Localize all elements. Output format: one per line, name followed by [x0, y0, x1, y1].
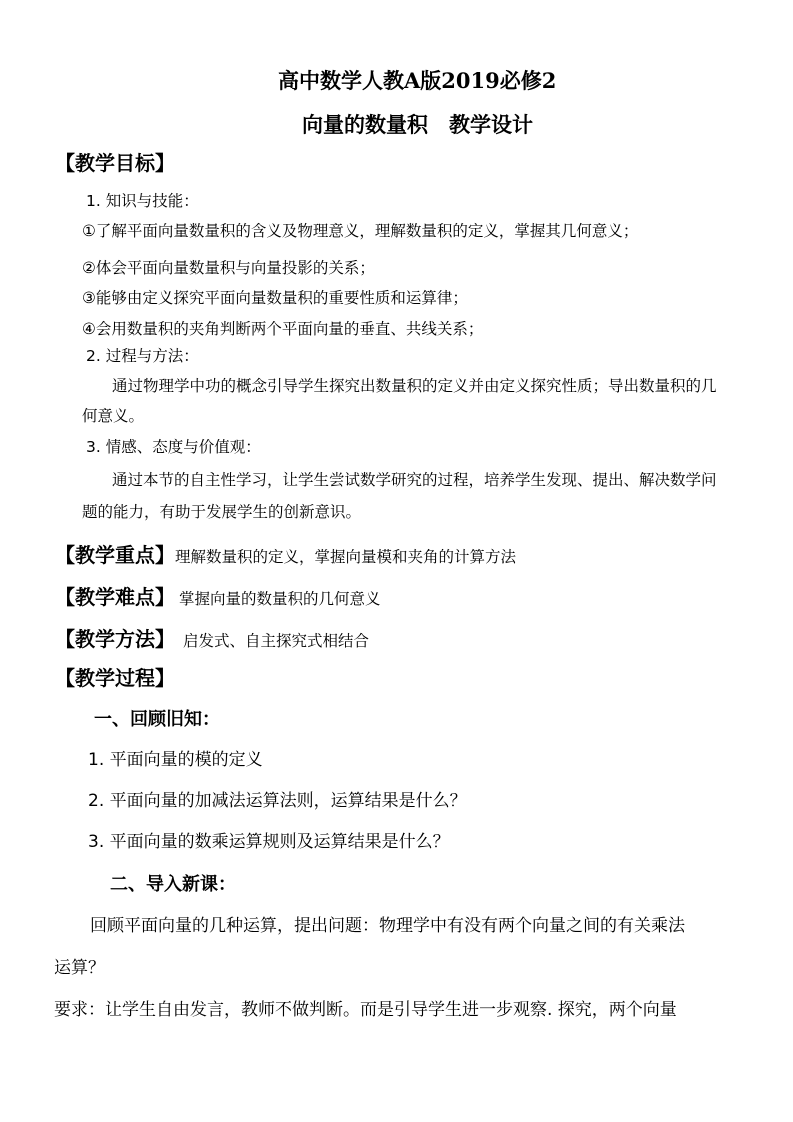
doc-title-line2: 向量的数量积 教学设计	[302, 112, 533, 137]
heading-key-point	[55, 545, 516, 566]
intro-text-line2: 运算？	[54, 958, 105, 978]
objective-1-point-3: ③能够由定义探究平面向量数量积的重要性质和运算律；	[82, 289, 468, 307]
requirement-text-line: 要求：让学生自由发言，教师不做判断。而是引导学生进一步观察. 探究，两个向量	[54, 1000, 677, 1020]
objective-2-text-line1: 通过物理学中功的概念引导学生探究出数量积的定义并由定义探究性质；导出数量积的几	[112, 377, 717, 395]
objective-2-label: 2. 过程与方法：	[86, 347, 199, 365]
method-label: 【教学方法】	[55, 627, 175, 651]
key-point-label: 【教学重点】	[55, 543, 175, 567]
objective-3-text-line2: 题的能力，有助于发展学生的创新意识。	[82, 503, 362, 521]
heading-process: 【教学过程】	[55, 666, 175, 690]
objective-2-text-line2: 何意义。	[82, 407, 145, 425]
review-question-3: 3. 平面向量的数乘运算规则及运算结果是什么？	[88, 832, 450, 852]
difficulty-label: 【教学难点】	[55, 585, 175, 609]
heading-method	[55, 629, 369, 650]
intro-text-line1: 回顾平面向量的几种运算，提出问题：物理学中有没有两个向量之间的有关乘法	[90, 916, 685, 936]
key-point-text: 理解数量积的定义，掌握向量模和夹角的计算方法	[175, 548, 517, 566]
objective-3-label: 3. 情感、态度与价值观：	[86, 438, 261, 456]
doc-title-line1: 高中数学人教A版2019必修2	[278, 68, 557, 93]
heading-difficulty	[55, 587, 381, 608]
difficulty-text: 掌握向量的数量积的几何意义	[179, 590, 381, 608]
objective-1-point-2: ②体会平面向量数量积与向量投影的关系；	[82, 259, 375, 277]
review-question-1: 1. 平面向量的模的定义	[88, 750, 263, 770]
section-intro: 二、导入新课：	[110, 874, 236, 895]
section-review: 一、回顾旧知：	[94, 709, 220, 730]
review-question-2: 2. 平面向量的加减法运算法则，运算结果是什么？	[88, 791, 467, 811]
method-text: 启发式、自主探究式相结合	[183, 632, 370, 650]
objective-1-point-4: ④会用数量积的夹角判断两个平面向量的垂直、共线关系；	[82, 320, 484, 338]
heading-objectives: 【教学目标】	[55, 151, 175, 175]
objective-3-text-line1: 通过本节的自主性学习，让学生尝试数学研究的过程，培养学生发现、提出、解决数学问	[112, 471, 717, 489]
objective-1-point-1: ①了解平面向量数量积的含义及物理意义，理解数量积的定义，掌握其几何意义；	[82, 222, 639, 240]
objective-1-label: 1. 知识与技能：	[86, 192, 199, 210]
